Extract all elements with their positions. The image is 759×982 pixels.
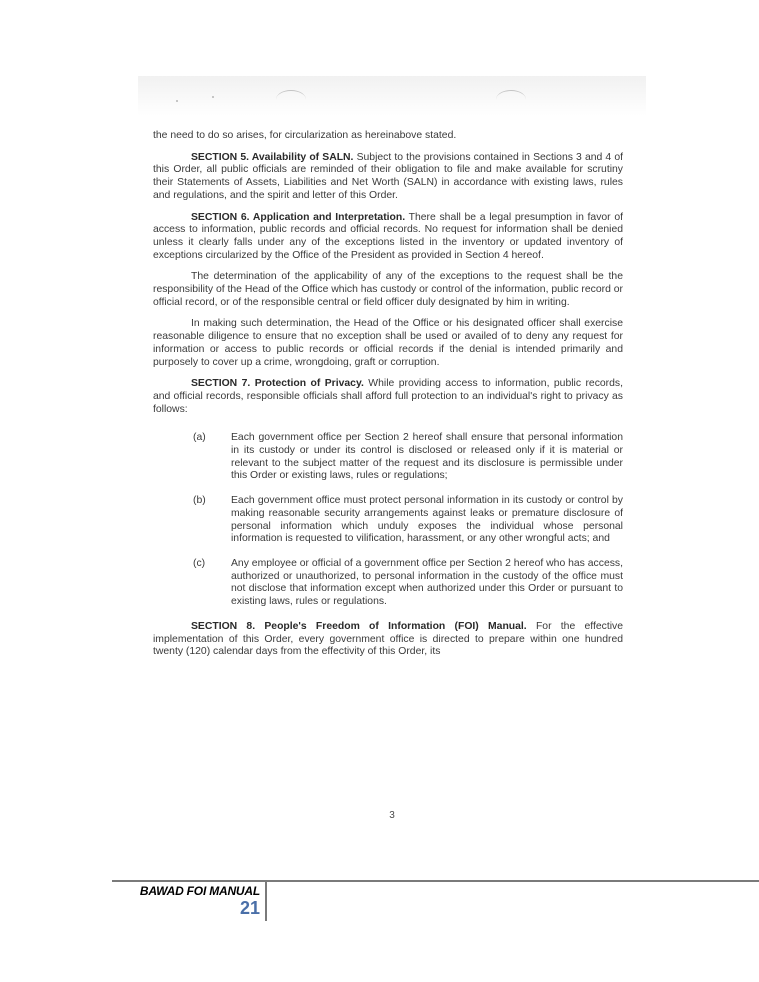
section-6-heading: SECTION 6. Application and Interpretation. — [191, 211, 406, 223]
item-text: Each government office must protect personal information in its custody or control by making reasonable security arrangements against leaks or premature disclosure of personal information which unduly exposes the individual whose personal information is requested to vilification, harassment, or any other wrongful acts; and — [231, 495, 623, 545]
item-label: (a) — [193, 432, 206, 444]
section-7 — [153, 378, 623, 416]
item-text: Each government office per Section 2 hereof shall ensure that personal information in its custody or under its control is disclosed or released only if it is material or relevant to the subject matter of the request and its disclosure is permissible under this Order or existing laws, rules or regulations; — [231, 432, 623, 482]
footer-page-number: 21 — [239, 898, 260, 918]
list-item — [153, 495, 623, 546]
document-body — [153, 130, 623, 668]
opening-line: the need to do so arises, for circularization as hereinabove stated. — [153, 130, 457, 141]
item-label: (c) — [193, 557, 206, 569]
section-5-heading: SECTION 5. Availability of SALN. — [191, 151, 354, 163]
section-6-paragraph-2: The determination of the applicability of any of the exceptions to the request shall be the responsibility of the Head of the Office which has custody or control of the information, public record or official record, or of the responsible central or field officer duly designated by him in writing. — [153, 271, 623, 308]
section-8-heading: SECTION 8. People's Freedom of Information (FOI) Manual. — [191, 620, 527, 632]
scan-artifact-arc-left — [276, 90, 306, 109]
section-7-heading: SECTION 7. Protection of Privacy. — [191, 378, 364, 390]
list-item — [153, 558, 623, 609]
scan-artifact-arc-right — [496, 90, 526, 109]
section-8-text: For the effective implementation of this Order, every government office is directed to prepare within one hundred twenty (120) calendar days from the effectivity of this Order, its — [153, 620, 623, 658]
item-text: Any employee or official of a government office per Section 2 hereof who has access, authorized or unauthorized, to personal information in the custody of the office must not disclose that information except when authorized under this Order or pursuant to existing laws, rules or regulations. — [231, 557, 623, 608]
footer-title: BAWAD FOI MANUAL — [139, 884, 260, 898]
footer-vertical-divider — [265, 881, 267, 921]
section-6-text: There shall be a legal presumption in favor of access to information, public records and official records. No request for information shall be denied unless it clearly falls under any of the exceptions listed in the inventory or updated inventory of exceptions circularized by the Office of the President as provided in Section 4 hereof. — [153, 211, 623, 261]
scan-speck — [212, 96, 214, 98]
section-6 — [153, 212, 623, 263]
section-5-text: Subject to the provisions contained in Sections 3 and 4 of this Order, all public officials are reminded of their obligation to file and make available for scrutiny their Statements of Assets, Liabilities and Net Worth (SALN) in accordance with existing laws, rules and regulations, and the spirit and letter of this Order. — [153, 151, 624, 201]
section-6-paragraph-3: In making such determination, the Head of the Office or his designated officer shall exercise reasonable diligence to ensure that no exception shall be used or availed of to deny any request for information or access to public records or official records if the denial is intended primarily and purposely to cover up a crime, wrongdoing, graft or corruption. — [153, 318, 623, 368]
item-label: (b) — [193, 495, 206, 507]
list-item — [153, 432, 623, 483]
footer-divider — [112, 880, 759, 882]
scan-shading — [138, 76, 646, 116]
page-number: 3 — [389, 810, 395, 821]
scan-speck — [176, 100, 178, 102]
section-7-text: While providing access to information, public records, and official records, responsible officials shall afford full protection to an individual's right to privacy as follows: — [153, 378, 623, 415]
privacy-items — [153, 432, 623, 608]
section-5 — [153, 152, 623, 203]
section-8 — [153, 621, 623, 659]
